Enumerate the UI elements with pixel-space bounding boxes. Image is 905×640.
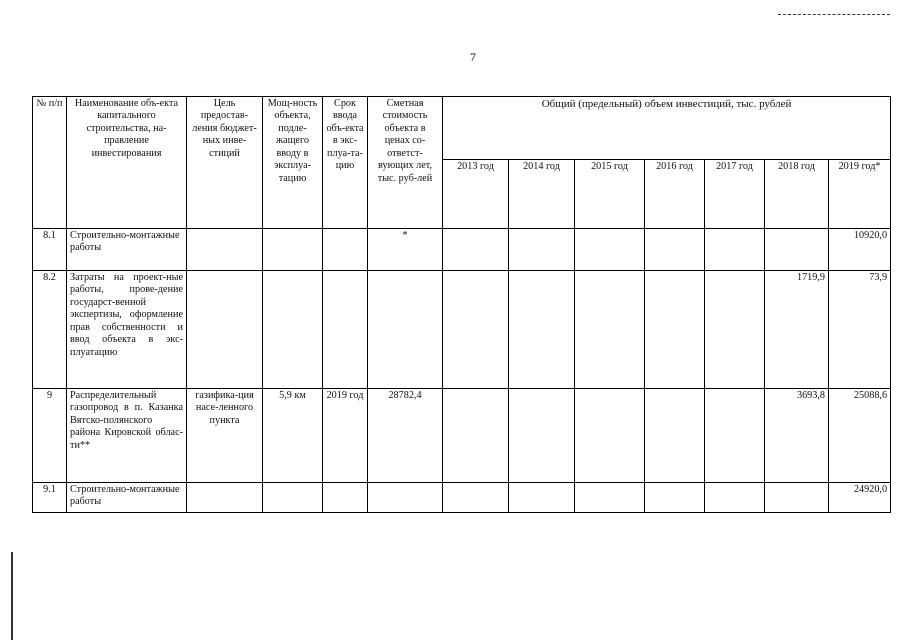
header-year-2016: 2016 год — [645, 160, 705, 229]
row-capacity — [263, 483, 323, 513]
row-year-2018: 1719,9 — [765, 271, 829, 389]
table-row — [33, 483, 891, 513]
row-cost — [368, 271, 443, 389]
row-cost: * — [368, 229, 443, 271]
row-year-2015 — [575, 483, 645, 513]
table-header — [33, 97, 891, 229]
row-purpose — [187, 271, 263, 389]
row-year-2019: 73,9 — [829, 271, 891, 389]
row-year-2016 — [645, 483, 705, 513]
row-cost — [368, 483, 443, 513]
header-investment: Общий (предельный) объем инвестиций, тыс. рублей — [443, 97, 891, 160]
row-term — [323, 271, 368, 389]
header-year-2018: 2018 год — [765, 160, 829, 229]
table-row — [33, 389, 891, 483]
row-purpose — [187, 229, 263, 271]
row-cost: 28782,4 — [368, 389, 443, 483]
row-name: Строительно-монтажные работы — [67, 229, 187, 271]
row-term: 2019 год — [323, 389, 368, 483]
row-year-2018: 3693,8 — [765, 389, 829, 483]
header-year-2013: 2013 год — [443, 160, 509, 229]
row-year-2013 — [443, 229, 509, 271]
row-capacity — [263, 271, 323, 389]
row-purpose: газифика-ция насе-ленного пункта — [187, 389, 263, 483]
row-year-2014 — [509, 229, 575, 271]
row-capacity: 5,9 км — [263, 389, 323, 483]
row-year-2014 — [509, 389, 575, 483]
table-row — [33, 271, 891, 389]
row-year-2018 — [765, 229, 829, 271]
row-year-2014 — [509, 271, 575, 389]
header-year-2014: 2014 год — [509, 160, 575, 229]
row-term — [323, 483, 368, 513]
row-year-2019: 25088,6 — [829, 389, 891, 483]
row-year-2014 — [509, 483, 575, 513]
top-margin-mark — [778, 14, 890, 15]
header-year-2017: 2017 год — [705, 160, 765, 229]
header-year-2019: 2019 год* — [829, 160, 891, 229]
row-year-2017 — [705, 229, 765, 271]
row-num: 9 — [33, 389, 67, 483]
row-year-2016 — [645, 389, 705, 483]
left-margin-rule — [11, 552, 13, 640]
row-term — [323, 229, 368, 271]
header-cost: Сметная стоимость объекта в ценах со-ответст-вующих лет, тыс. руб-лей — [368, 97, 443, 229]
row-num: 8.2 — [33, 271, 67, 389]
header-num: № п/п — [33, 97, 67, 229]
row-year-2013 — [443, 483, 509, 513]
row-year-2019: 10920,0 — [829, 229, 891, 271]
header-year-2015: 2015 год — [575, 160, 645, 229]
row-year-2013 — [443, 389, 509, 483]
row-year-2015 — [575, 229, 645, 271]
row-purpose — [187, 483, 263, 513]
row-year-2018 — [765, 483, 829, 513]
row-name: Строительно-монтажные работы — [67, 483, 187, 513]
row-year-2016 — [645, 229, 705, 271]
row-num: 9.1 — [33, 483, 67, 513]
row-year-2013 — [443, 271, 509, 389]
header-name: Наименование объ-екта капитального строительства, на-правление инвестирования — [67, 97, 187, 229]
investment-table — [32, 96, 891, 513]
header-term: Срок ввода объ-екта в экс-плуа-та-цию — [323, 97, 368, 229]
header-purpose: Цель предостав-ления бюджет-ных инве-стиций — [187, 97, 263, 229]
row-name: Затраты на проект-ные работы, прове-дение государст-венной экспертизы, оформление прав собственности и ввод объекта в экс-плуатацию — [67, 271, 187, 389]
page-number: 7 — [470, 50, 476, 64]
row-year-2019: 24920,0 — [829, 483, 891, 513]
row-year-2017 — [705, 271, 765, 389]
row-year-2017 — [705, 389, 765, 483]
table-body — [33, 229, 891, 513]
header-capacity: Мощ-ность объекта, подле-жащего вводу в эксплуа-тацию — [263, 97, 323, 229]
row-year-2016 — [645, 271, 705, 389]
table-row — [33, 229, 891, 271]
row-name: Распределительный газопровод в п. Казанка Вятско-полянского района Кировской облас-ти** — [67, 389, 187, 483]
row-year-2017 — [705, 483, 765, 513]
row-year-2015 — [575, 271, 645, 389]
row-capacity — [263, 229, 323, 271]
row-year-2015 — [575, 389, 645, 483]
row-num: 8.1 — [33, 229, 67, 271]
